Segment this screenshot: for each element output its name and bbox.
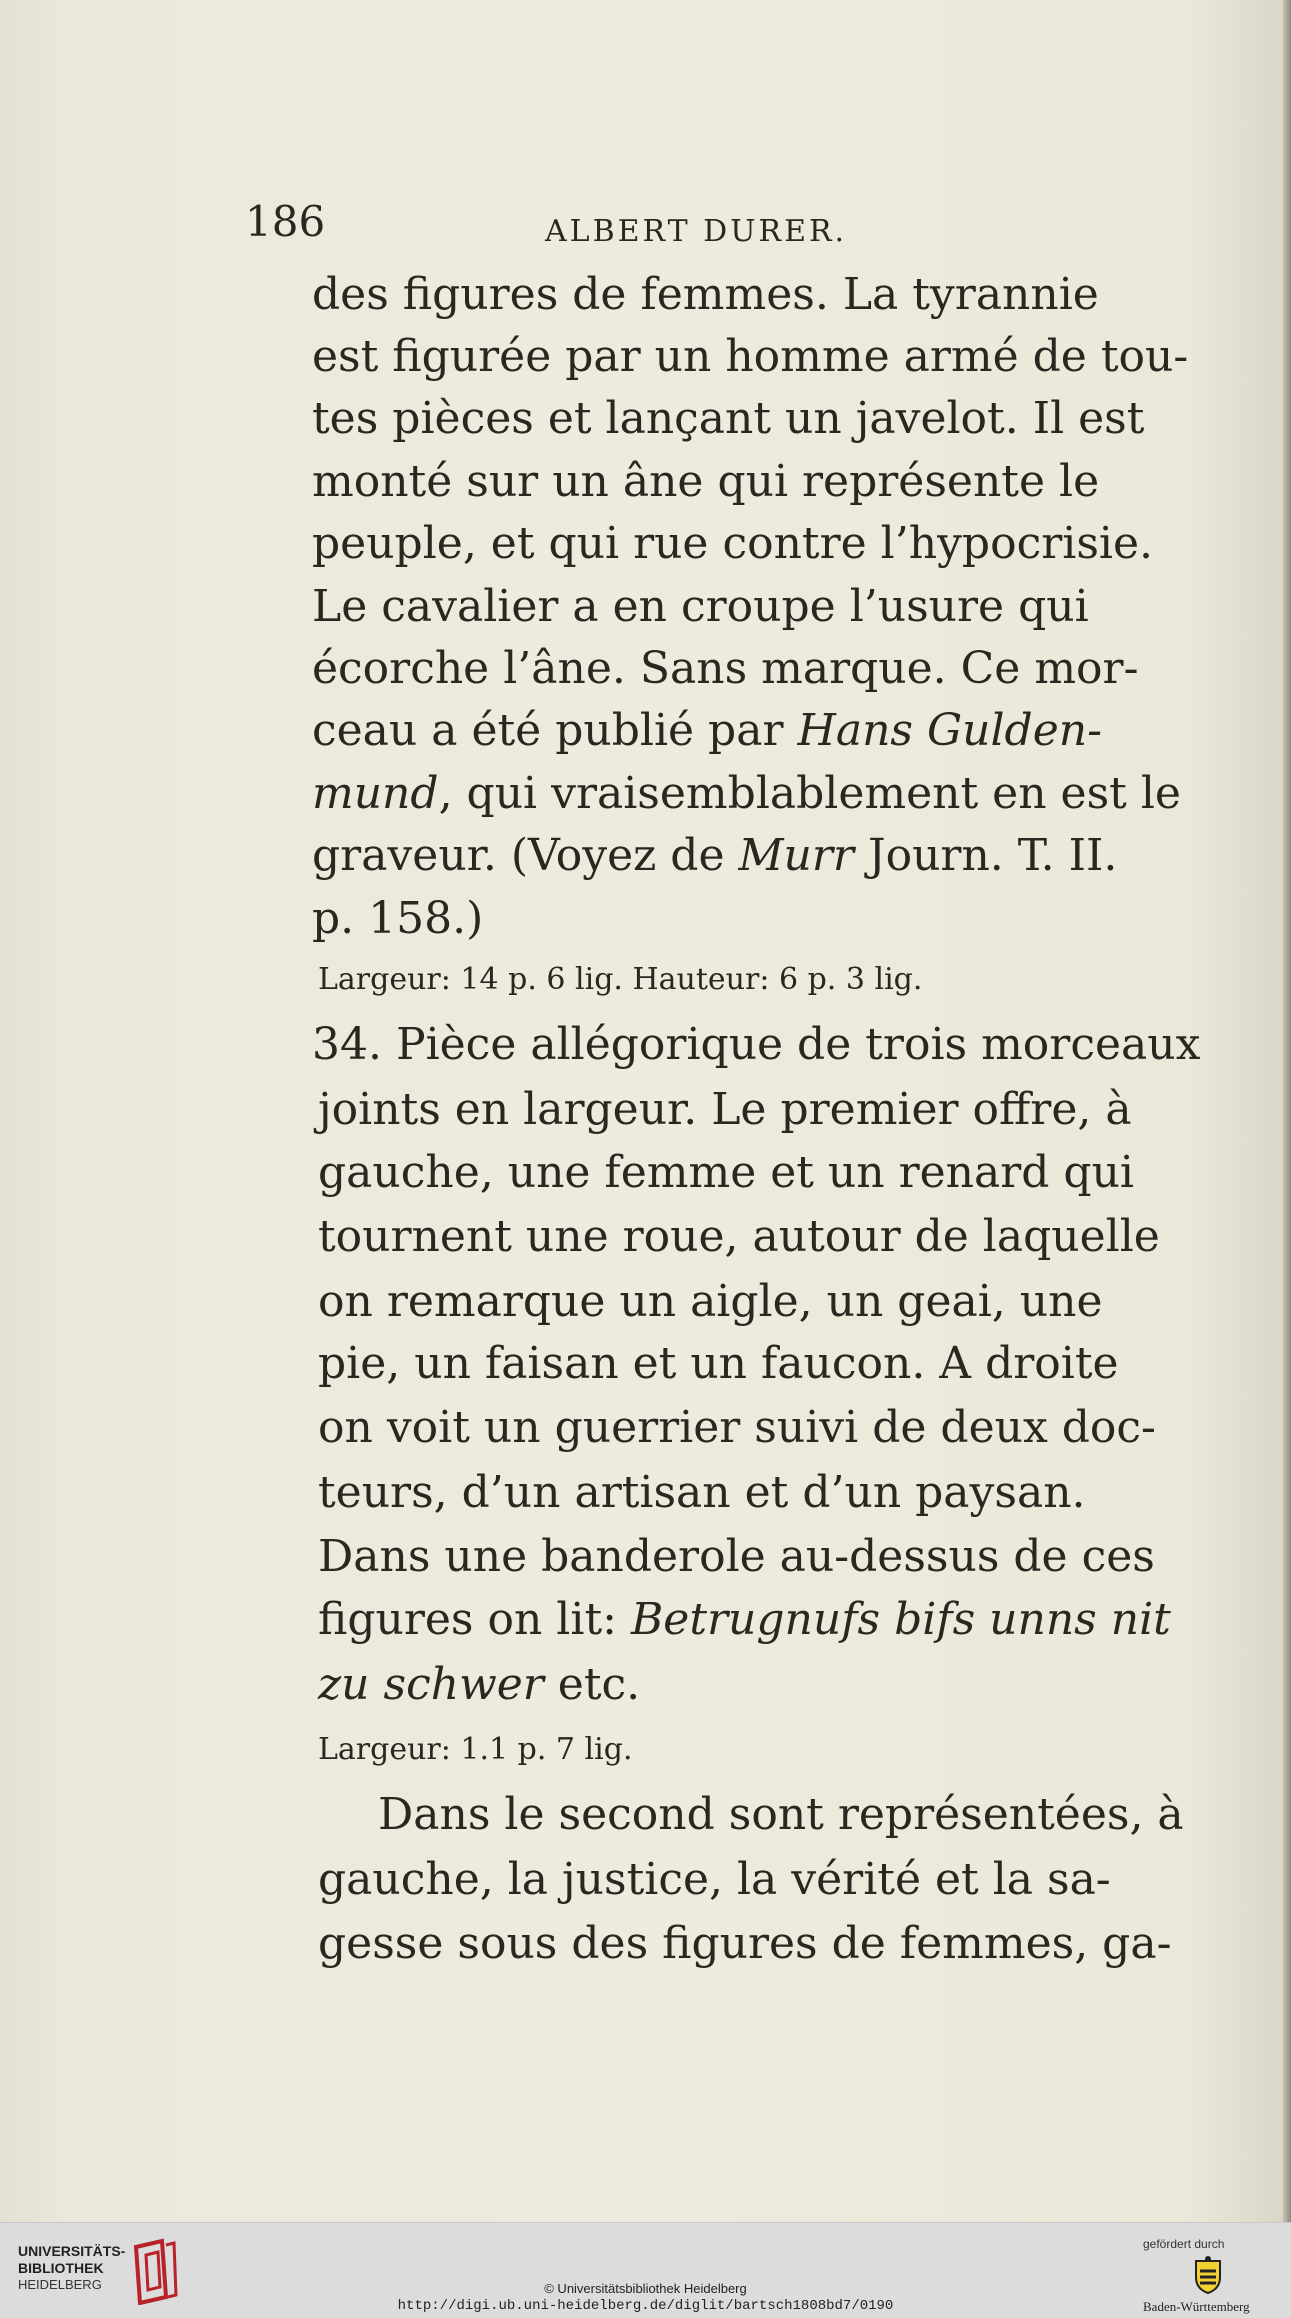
text-line <box>318 1850 1111 1910</box>
text-line <box>312 452 1099 512</box>
text-line <box>318 1398 1156 1458</box>
text-line <box>312 389 1144 449</box>
text-line <box>318 1207 1160 1267</box>
text-line <box>312 701 1102 761</box>
text-span: figures on lit: <box>318 1594 631 1645</box>
state-name: Baden-Württemberg <box>1143 2299 1250 2314</box>
copyright-notice: © Universitätsbibliothek Heidelberg <box>544 2281 747 2296</box>
text-span: on voit un guerrier suivi de deux doc- <box>318 1402 1156 1453</box>
text-span: écorche l’âne. Sans marque. Ce mor- <box>312 643 1139 694</box>
text-line <box>312 514 1153 574</box>
library-city: HEIDELBERG <box>18 2277 102 2292</box>
text-line <box>312 639 1138 699</box>
text-line <box>318 1914 1171 1974</box>
text-line <box>318 1463 1086 1523</box>
text-span: Dans une banderole au-dessus de ces <box>318 1531 1155 1582</box>
text-line <box>318 1527 1155 1587</box>
text-span: Journ. T. II. <box>853 830 1118 881</box>
text-span: , qui vraisemblablement en est le <box>438 768 1181 819</box>
italic-text: mund <box>312 768 439 819</box>
text-span: tournent une roue, autour de laquelle <box>318 1211 1160 1262</box>
text-span: gauche, la justice, la vérité et la sa- <box>318 1854 1111 1905</box>
italic-text: Hans Gulden- <box>797 705 1102 756</box>
permalink-url[interactable]: http://digi.ub.uni-heidelberg.de/diglit/bartsch1808bd7/0190 <box>397 2298 894 2314</box>
text-span: gesse sous des figures de femmes, ga- <box>318 1918 1172 1969</box>
text-span: ceau a été publié par <box>312 705 798 756</box>
text-line <box>312 764 1181 824</box>
text-span: pie, un faisan et un faucon. A droite <box>318 1338 1119 1389</box>
text-line <box>318 1655 640 1715</box>
text-span: est figurée par un homme armé de tou- <box>312 331 1189 382</box>
text-span: gauche, une femme et un renard qui <box>318 1147 1134 1198</box>
text-span: tes pièces et lançant un javelot. Il est <box>312 393 1145 444</box>
text-span: Dans le second sont représentées, à <box>378 1789 1184 1840</box>
text-span: etc. <box>543 1659 641 1710</box>
text-span: Largeur: 14 p. 6 lig. Hauteur: 6 p. 3 lig. <box>318 962 923 997</box>
footer-bar <box>0 2222 1291 2318</box>
text-span: graveur. (Voyez de <box>312 830 739 881</box>
text-line <box>318 1334 1119 1394</box>
italic-text: Murr <box>738 830 854 881</box>
library-name: UNIVERSITÄTS- BIBLIOTHEK <box>18 2243 126 2276</box>
text-line <box>312 1015 1200 1075</box>
text-span: des figures de femmes. La tyrannie <box>312 269 1099 320</box>
text-line <box>312 577 1089 637</box>
text-span: peuple, et qui rue contre l’hypocrisie. <box>312 518 1154 569</box>
text-span: 34. Pièce allégorique de trois morceaux <box>312 1019 1201 1070</box>
dimension-line <box>318 950 922 1010</box>
text-line <box>318 1080 1132 1140</box>
text-line <box>318 1272 1102 1332</box>
dimension-line <box>318 1720 633 1780</box>
text-span: joints en largeur. Le premier offre, à <box>318 1084 1132 1135</box>
page-header <box>245 192 945 252</box>
text-span: on remarque un aigle, un geai, une <box>318 1276 1103 1327</box>
funded-by-label: gefördert durch <box>1143 2237 1225 2251</box>
state-crest-icon <box>1188 2255 1228 2295</box>
page-number: 186 <box>245 197 326 246</box>
text-line <box>312 265 1099 325</box>
running-title: ALBERT DURER. <box>545 214 848 249</box>
text-line <box>318 1143 1134 1203</box>
text-line <box>312 327 1188 387</box>
italic-text: Betrugnufs bifs unns nit <box>630 1594 1171 1645</box>
text-span: p. 158.) <box>312 893 484 944</box>
page-edge <box>1283 0 1291 2222</box>
text-span: monté sur un âne qui représente le <box>312 456 1100 507</box>
text-span: teurs, d’un artisan et d’un paysan. <box>318 1467 1086 1518</box>
text-line <box>378 1785 1184 1845</box>
text-line <box>312 889 483 949</box>
text-span: Le cavalier a en croupe l’usure qui <box>312 581 1089 632</box>
italic-text: zu schwer <box>318 1659 544 1710</box>
text-line <box>312 826 1117 886</box>
text-span: Largeur: 1.1 p. 7 lig. <box>318 1732 633 1767</box>
text-line <box>318 1590 1171 1650</box>
